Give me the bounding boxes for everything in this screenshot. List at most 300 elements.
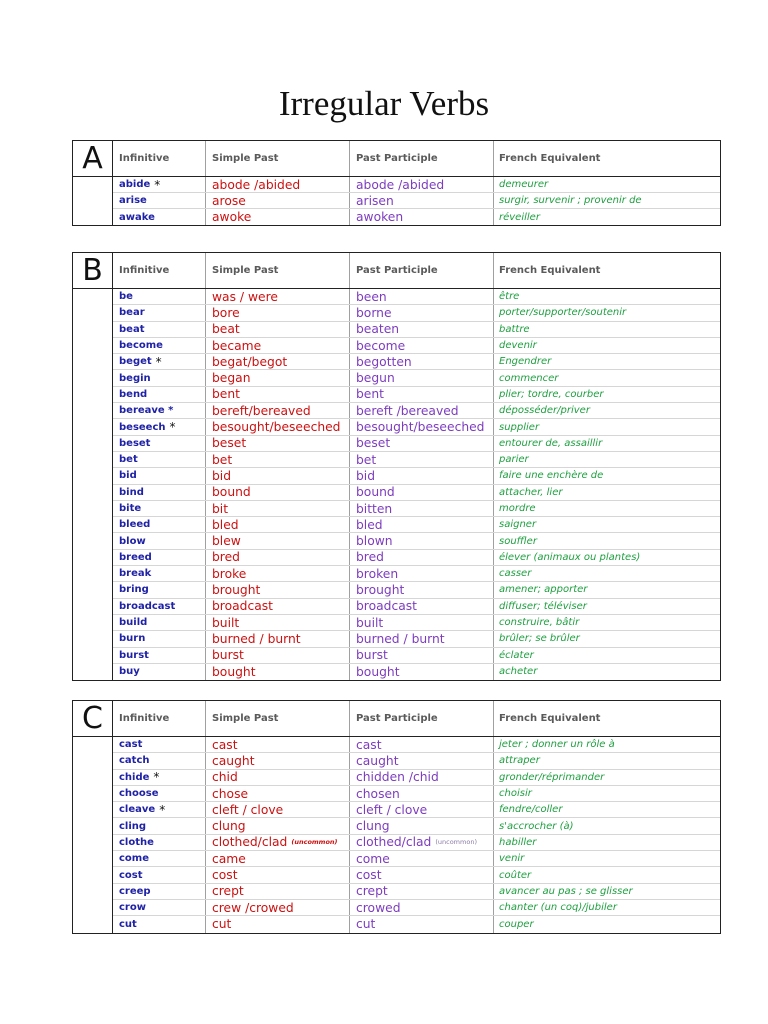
infinitive-cell xyxy=(113,648,206,663)
column-header-label: French Equivalent xyxy=(499,265,601,276)
infinitive-cell xyxy=(113,338,206,353)
french-equivalent-cell xyxy=(494,802,720,817)
infinitive-text: build xyxy=(119,617,148,629)
french-equivalent-cell xyxy=(494,582,720,597)
past-participle-text: bled xyxy=(356,517,383,532)
infinitive-cell xyxy=(113,737,206,752)
verb-row xyxy=(113,631,720,647)
infinitive-cell xyxy=(113,436,206,451)
simple-past-text: burst xyxy=(212,648,244,663)
infinitive-cell xyxy=(113,468,206,483)
french-equivalent-cell xyxy=(494,517,720,532)
simple-past-cell xyxy=(206,566,350,581)
asterisk-mark: * xyxy=(159,802,166,817)
simple-past-cell xyxy=(206,387,350,402)
french-equivalent-cell xyxy=(494,501,720,516)
infinitive-cell xyxy=(113,305,206,320)
simple-past-cell xyxy=(206,835,350,850)
simple-past-text: bereft/bereaved xyxy=(212,403,311,418)
past-participle-text: broadcast xyxy=(356,599,417,614)
verb-row xyxy=(113,533,720,549)
french-equivalent-text: élever (animaux ou plantes) xyxy=(499,551,641,563)
verb-row xyxy=(113,193,720,209)
column-header-french xyxy=(494,141,720,176)
verb-row xyxy=(113,289,720,305)
simple-past-text: bid xyxy=(212,468,232,483)
past-participle-text: bent xyxy=(356,387,384,402)
simple-past-cell xyxy=(206,533,350,548)
past-participle-cell xyxy=(350,436,494,451)
column-header-label: Infinitive xyxy=(119,713,170,724)
simple-past-text: crew /crowed xyxy=(212,900,294,915)
past-participle-text: awoken xyxy=(356,210,404,224)
past-participle-cell xyxy=(350,802,494,817)
infinitive-text: clothe xyxy=(119,836,154,848)
page-title: Irregular Verbs xyxy=(278,84,490,123)
past-participle-text: caught xyxy=(356,753,399,768)
past-participle-cell xyxy=(350,501,494,516)
column-header-french xyxy=(494,253,720,288)
past-participle-cell xyxy=(350,867,494,882)
infinitive-text: be xyxy=(119,291,133,303)
french-equivalent-text: brûler; se brûler xyxy=(499,633,580,645)
infinitive-text: bind xyxy=(119,486,144,498)
french-equivalent-text: attraper xyxy=(499,755,540,767)
simple-past-cell xyxy=(206,436,350,451)
simple-past-text: bit xyxy=(212,501,229,516)
french-equivalent-text: saigner xyxy=(499,519,537,531)
simple-past-cell xyxy=(206,501,350,516)
simple-past-cell xyxy=(206,737,350,752)
infinitive-text: begin xyxy=(119,372,151,384)
simple-past-cell xyxy=(206,818,350,833)
infinitive-cell xyxy=(113,566,206,581)
simple-past-cell xyxy=(206,289,350,304)
past-participle-cell xyxy=(350,884,494,899)
section-letter: C xyxy=(73,701,113,736)
past-participle-cell xyxy=(350,517,494,532)
section-letter: B xyxy=(73,253,113,288)
french-equivalent-cell xyxy=(494,648,720,663)
past-participle-text: become xyxy=(356,338,406,353)
verb-rows xyxy=(113,289,720,680)
simple-past-cell xyxy=(206,322,350,337)
asterisk-mark: * xyxy=(169,420,176,435)
infinitive-cell xyxy=(113,770,206,785)
simple-past-cell xyxy=(206,867,350,882)
past-participle-text: cast xyxy=(356,737,382,752)
infinitive-text: bereave * xyxy=(119,405,174,417)
simple-past-cell xyxy=(206,305,350,320)
past-participle-cell xyxy=(350,599,494,614)
infinitive-cell xyxy=(113,615,206,630)
past-participle-text: beaten xyxy=(356,322,400,337)
verb-row xyxy=(113,209,720,225)
french-equivalent-cell xyxy=(494,338,720,353)
simple-past-cell xyxy=(206,884,350,899)
past-participle-text: cut xyxy=(356,917,376,932)
infinitive-text: crow xyxy=(119,902,146,914)
past-participle-cell xyxy=(350,900,494,915)
infinitive-cell xyxy=(113,916,206,932)
verb-row xyxy=(113,370,720,386)
past-participle-text: bred xyxy=(356,550,384,565)
french-equivalent-cell xyxy=(494,387,720,402)
past-participle-cell xyxy=(350,631,494,646)
column-header-label: Past Participle xyxy=(356,265,438,276)
french-equivalent-cell xyxy=(494,664,720,680)
french-equivalent-text: amener; apporter xyxy=(499,584,588,596)
simple-past-cell xyxy=(206,485,350,500)
verb-rows xyxy=(113,177,720,225)
simple-past-text: arose xyxy=(212,193,246,208)
simple-past-text: broke xyxy=(212,566,247,581)
infinitive-text: cast xyxy=(119,739,143,751)
past-participle-text: burned / burnt xyxy=(356,631,445,646)
column-header-past-participle xyxy=(350,141,494,176)
simple-past-text: caught xyxy=(212,753,255,768)
simple-past-text: clothed/clad xyxy=(212,835,288,850)
past-participle-text: arisen xyxy=(356,193,394,208)
section-header-row xyxy=(73,253,720,289)
infinitive-text: bring xyxy=(119,584,149,596)
infinitive-cell xyxy=(113,533,206,548)
verb-row xyxy=(113,387,720,403)
verb-row xyxy=(113,648,720,664)
simple-past-cell xyxy=(206,648,350,663)
simple-past-cell xyxy=(206,599,350,614)
infinitive-cell xyxy=(113,289,206,304)
french-equivalent-text: devenir xyxy=(499,340,537,352)
verb-row xyxy=(113,338,720,354)
column-header-label: French Equivalent xyxy=(499,153,601,164)
french-equivalent-cell xyxy=(494,599,720,614)
infinitive-cell xyxy=(113,387,206,402)
simple-past-text: began xyxy=(212,371,251,386)
french-equivalent-text: entourer de, assaillir xyxy=(499,437,603,449)
simple-past-cell xyxy=(206,631,350,646)
infinitive-cell xyxy=(113,582,206,597)
infinitive-cell xyxy=(113,419,206,434)
past-participle-text: cost xyxy=(356,868,382,883)
simple-past-cell xyxy=(206,517,350,532)
verb-rows xyxy=(113,737,720,933)
past-participle-cell xyxy=(350,835,494,850)
french-equivalent-cell xyxy=(494,916,720,932)
verb-row xyxy=(113,582,720,598)
simple-past-cell xyxy=(206,664,350,680)
infinitive-text: bet xyxy=(119,454,138,466)
column-header-past-participle xyxy=(350,253,494,288)
infinitive-text: bend xyxy=(119,388,148,400)
infinitive-text: cost xyxy=(119,869,143,881)
infinitive-cell xyxy=(113,452,206,467)
french-equivalent-text: couper xyxy=(499,918,534,930)
simple-past-text: built xyxy=(212,615,240,630)
simple-past-text: chid xyxy=(212,770,238,785)
simple-past-text: became xyxy=(212,338,262,353)
verb-row xyxy=(113,305,720,321)
column-header-simple-past xyxy=(206,253,350,288)
french-equivalent-cell xyxy=(494,615,720,630)
simple-past-text: burned / burnt xyxy=(212,631,301,646)
past-participle-text: bid xyxy=(356,468,376,483)
infinitive-text: bear xyxy=(119,307,145,319)
past-participle-text: bitten xyxy=(356,501,393,516)
french-equivalent-cell xyxy=(494,835,720,850)
french-equivalent-cell xyxy=(494,322,720,337)
verb-row xyxy=(113,818,720,834)
french-equivalent-text: coûter xyxy=(499,869,532,881)
simple-past-text: bound xyxy=(212,485,251,500)
simple-past-cell xyxy=(206,338,350,353)
infinitive-text: bid xyxy=(119,470,137,482)
past-participle-text: brought xyxy=(356,582,405,597)
infinitive-cell xyxy=(113,370,206,385)
past-participle-text: been xyxy=(356,289,387,304)
verb-row xyxy=(113,485,720,501)
past-participle-cell xyxy=(350,289,494,304)
infinitive-cell xyxy=(113,550,206,565)
simple-past-text: bought xyxy=(212,664,256,679)
infinitive-cell xyxy=(113,177,206,192)
past-participle-cell xyxy=(350,468,494,483)
letter-column-filler xyxy=(73,737,113,933)
french-equivalent-cell xyxy=(494,177,720,192)
section-letter: A xyxy=(73,141,113,176)
column-header-label: Simple Past xyxy=(212,265,279,276)
infinitive-cell xyxy=(113,485,206,500)
french-equivalent-cell xyxy=(494,631,720,646)
infinitive-cell xyxy=(113,900,206,915)
infinitive-text: break xyxy=(119,568,152,580)
infinitive-cell xyxy=(113,517,206,532)
past-participle-text: bereft /bereaved xyxy=(356,403,459,418)
simple-past-text: abode /abided xyxy=(212,177,301,192)
simple-past-text: cut xyxy=(212,917,232,932)
infinitive-cell xyxy=(113,867,206,882)
french-equivalent-text: demeurer xyxy=(499,179,549,190)
french-equivalent-text: surgir, survenir ; provenir de xyxy=(499,195,642,206)
french-equivalent-text: éclater xyxy=(499,649,534,661)
french-equivalent-text: plier; tordre, courber xyxy=(499,388,604,400)
past-participle-cell xyxy=(350,419,494,434)
french-equivalent-cell xyxy=(494,753,720,768)
french-equivalent-text: mordre xyxy=(499,503,536,514)
verb-row xyxy=(113,599,720,615)
simple-past-text: came xyxy=(212,851,246,866)
infinitive-cell xyxy=(113,818,206,833)
verb-row xyxy=(113,177,720,193)
section-header-row xyxy=(73,141,720,177)
past-participle-text: crept xyxy=(356,884,388,899)
simple-past-cell xyxy=(206,786,350,801)
past-participle-cell xyxy=(350,648,494,663)
infinitive-text: burst xyxy=(119,649,149,661)
past-participle-cell xyxy=(350,193,494,208)
past-participle-cell xyxy=(350,737,494,752)
french-equivalent-cell xyxy=(494,566,720,581)
infinitive-text: breed xyxy=(119,551,152,563)
french-equivalent-text: diffuser; téléviser xyxy=(499,600,587,612)
simple-past-text: cleft / clove xyxy=(212,802,284,817)
simple-past-text: brought xyxy=(212,582,261,597)
simple-past-cell xyxy=(206,802,350,817)
french-equivalent-text: jeter ; donner un rôle à xyxy=(499,739,615,751)
column-header-label: Past Participle xyxy=(356,713,438,724)
simple-past-cell xyxy=(206,452,350,467)
past-participle-text: chidden /chid xyxy=(356,770,439,785)
infinitive-cell xyxy=(113,209,206,225)
simple-past-text: clung xyxy=(212,819,246,834)
verb-row xyxy=(113,770,720,786)
simple-past-text: bent xyxy=(212,387,240,402)
past-participle-cell xyxy=(350,615,494,630)
past-participle-text: begun xyxy=(356,371,395,386)
verb-row xyxy=(113,737,720,753)
simple-past-text: awoke xyxy=(212,210,252,224)
column-header-label: French Equivalent xyxy=(499,713,601,724)
past-participle-text: chosen xyxy=(356,786,400,801)
verb-row xyxy=(113,419,720,435)
verb-row xyxy=(113,322,720,338)
infinitive-cell xyxy=(113,322,206,337)
past-participle-text: cleft / clove xyxy=(356,802,428,817)
french-equivalent-cell xyxy=(494,533,720,548)
simple-past-text: blew xyxy=(212,534,241,549)
french-equivalent-cell xyxy=(494,289,720,304)
french-equivalent-text: avancer au pas ; se glisser xyxy=(499,885,633,897)
infinitive-text: beset xyxy=(119,437,151,449)
french-equivalent-cell xyxy=(494,209,720,225)
past-participle-cell xyxy=(350,387,494,402)
french-equivalent-cell xyxy=(494,354,720,369)
french-equivalent-text: chanter (un coq)/jubiler xyxy=(499,902,617,914)
past-participle-text: clothed/clad xyxy=(356,835,432,850)
infinitive-text: cling xyxy=(119,820,147,832)
infinitive-cell xyxy=(113,753,206,768)
infinitive-text: cut xyxy=(119,918,137,930)
past-participle-text: broken xyxy=(356,566,399,581)
past-participle-cell xyxy=(350,322,494,337)
simple-past-text: beat xyxy=(212,322,240,337)
simple-past-text: was / were xyxy=(212,289,278,304)
french-equivalent-cell xyxy=(494,468,720,483)
simple-past-cell xyxy=(206,193,350,208)
verb-section-a xyxy=(72,140,721,226)
past-participle-cell xyxy=(350,818,494,833)
simple-past-cell xyxy=(206,177,350,192)
french-equivalent-text: être xyxy=(499,291,520,303)
section-header-row xyxy=(73,701,720,737)
french-equivalent-cell xyxy=(494,550,720,565)
simple-past-text: crept xyxy=(212,884,244,899)
past-participle-text: clung xyxy=(356,819,390,834)
past-participle-cell xyxy=(350,550,494,565)
verb-row xyxy=(113,354,720,370)
column-header-label: Infinitive xyxy=(119,153,170,164)
verb-row xyxy=(113,851,720,867)
french-equivalent-cell xyxy=(494,485,720,500)
column-header-infinitive xyxy=(113,141,206,176)
verb-section-c xyxy=(72,700,721,934)
past-participle-text: bet xyxy=(356,452,377,467)
asterisk-mark: * xyxy=(154,177,161,192)
infinitive-text: cleave xyxy=(119,804,156,816)
section-body xyxy=(73,737,720,933)
column-header-simple-past xyxy=(206,701,350,736)
letter-column-filler xyxy=(73,289,113,680)
column-header-label: Infinitive xyxy=(119,265,170,276)
infinitive-text: beget xyxy=(119,356,152,368)
past-participle-cell xyxy=(350,305,494,320)
infinitive-text: choose xyxy=(119,788,159,800)
french-equivalent-cell xyxy=(494,419,720,434)
past-participle-text: besought/beseeched xyxy=(356,420,485,435)
past-participle-text: bought xyxy=(356,664,400,679)
infinitive-cell xyxy=(113,599,206,614)
column-header-simple-past xyxy=(206,141,350,176)
infinitive-text: bite xyxy=(119,503,142,514)
french-equivalent-cell xyxy=(494,436,720,451)
simple-past-cell xyxy=(206,550,350,565)
infinitive-cell xyxy=(113,884,206,899)
infinitive-text: bleed xyxy=(119,519,151,531)
french-equivalent-text: acheter xyxy=(499,666,538,678)
infinitive-text: buy xyxy=(119,666,140,678)
infinitive-text: catch xyxy=(119,755,150,767)
past-participle-text: come xyxy=(356,851,390,866)
verb-row xyxy=(113,900,720,916)
infinitive-text: awake xyxy=(119,211,155,223)
section-body xyxy=(73,289,720,680)
french-equivalent-text: Engendrer xyxy=(499,356,552,368)
past-participle-cell xyxy=(350,664,494,680)
asterisk-mark: * xyxy=(155,354,162,369)
past-participle-cell xyxy=(350,753,494,768)
french-equivalent-text: choisir xyxy=(499,788,532,800)
french-equivalent-text: battre xyxy=(499,323,530,335)
verb-row xyxy=(113,566,720,582)
infinitive-text: chide xyxy=(119,771,150,783)
past-participle-cell xyxy=(350,452,494,467)
infinitive-text: beseech xyxy=(119,421,166,433)
infinitive-cell xyxy=(113,664,206,680)
french-equivalent-cell xyxy=(494,452,720,467)
uncommon-note: (uncommon) xyxy=(435,838,477,847)
uncommon-note: (uncommon) xyxy=(291,838,338,847)
french-equivalent-cell xyxy=(494,851,720,866)
french-equivalent-cell xyxy=(494,305,720,320)
french-equivalent-text: gronder/réprimander xyxy=(499,771,605,783)
infinitive-cell xyxy=(113,354,206,369)
verb-row xyxy=(113,403,720,419)
past-participle-text: beset xyxy=(356,436,391,451)
french-equivalent-text: fendre/coller xyxy=(499,804,563,816)
past-participle-text: built xyxy=(356,615,384,630)
simple-past-text: bled xyxy=(212,517,239,532)
french-equivalent-cell xyxy=(494,884,720,899)
verb-row xyxy=(113,802,720,818)
column-header-label: Simple Past xyxy=(212,153,279,164)
past-participle-cell xyxy=(350,770,494,785)
past-participle-cell xyxy=(350,370,494,385)
simple-past-text: broadcast xyxy=(212,599,273,614)
column-header-french xyxy=(494,701,720,736)
past-participle-cell xyxy=(350,582,494,597)
verb-row xyxy=(113,436,720,452)
simple-past-cell xyxy=(206,354,350,369)
